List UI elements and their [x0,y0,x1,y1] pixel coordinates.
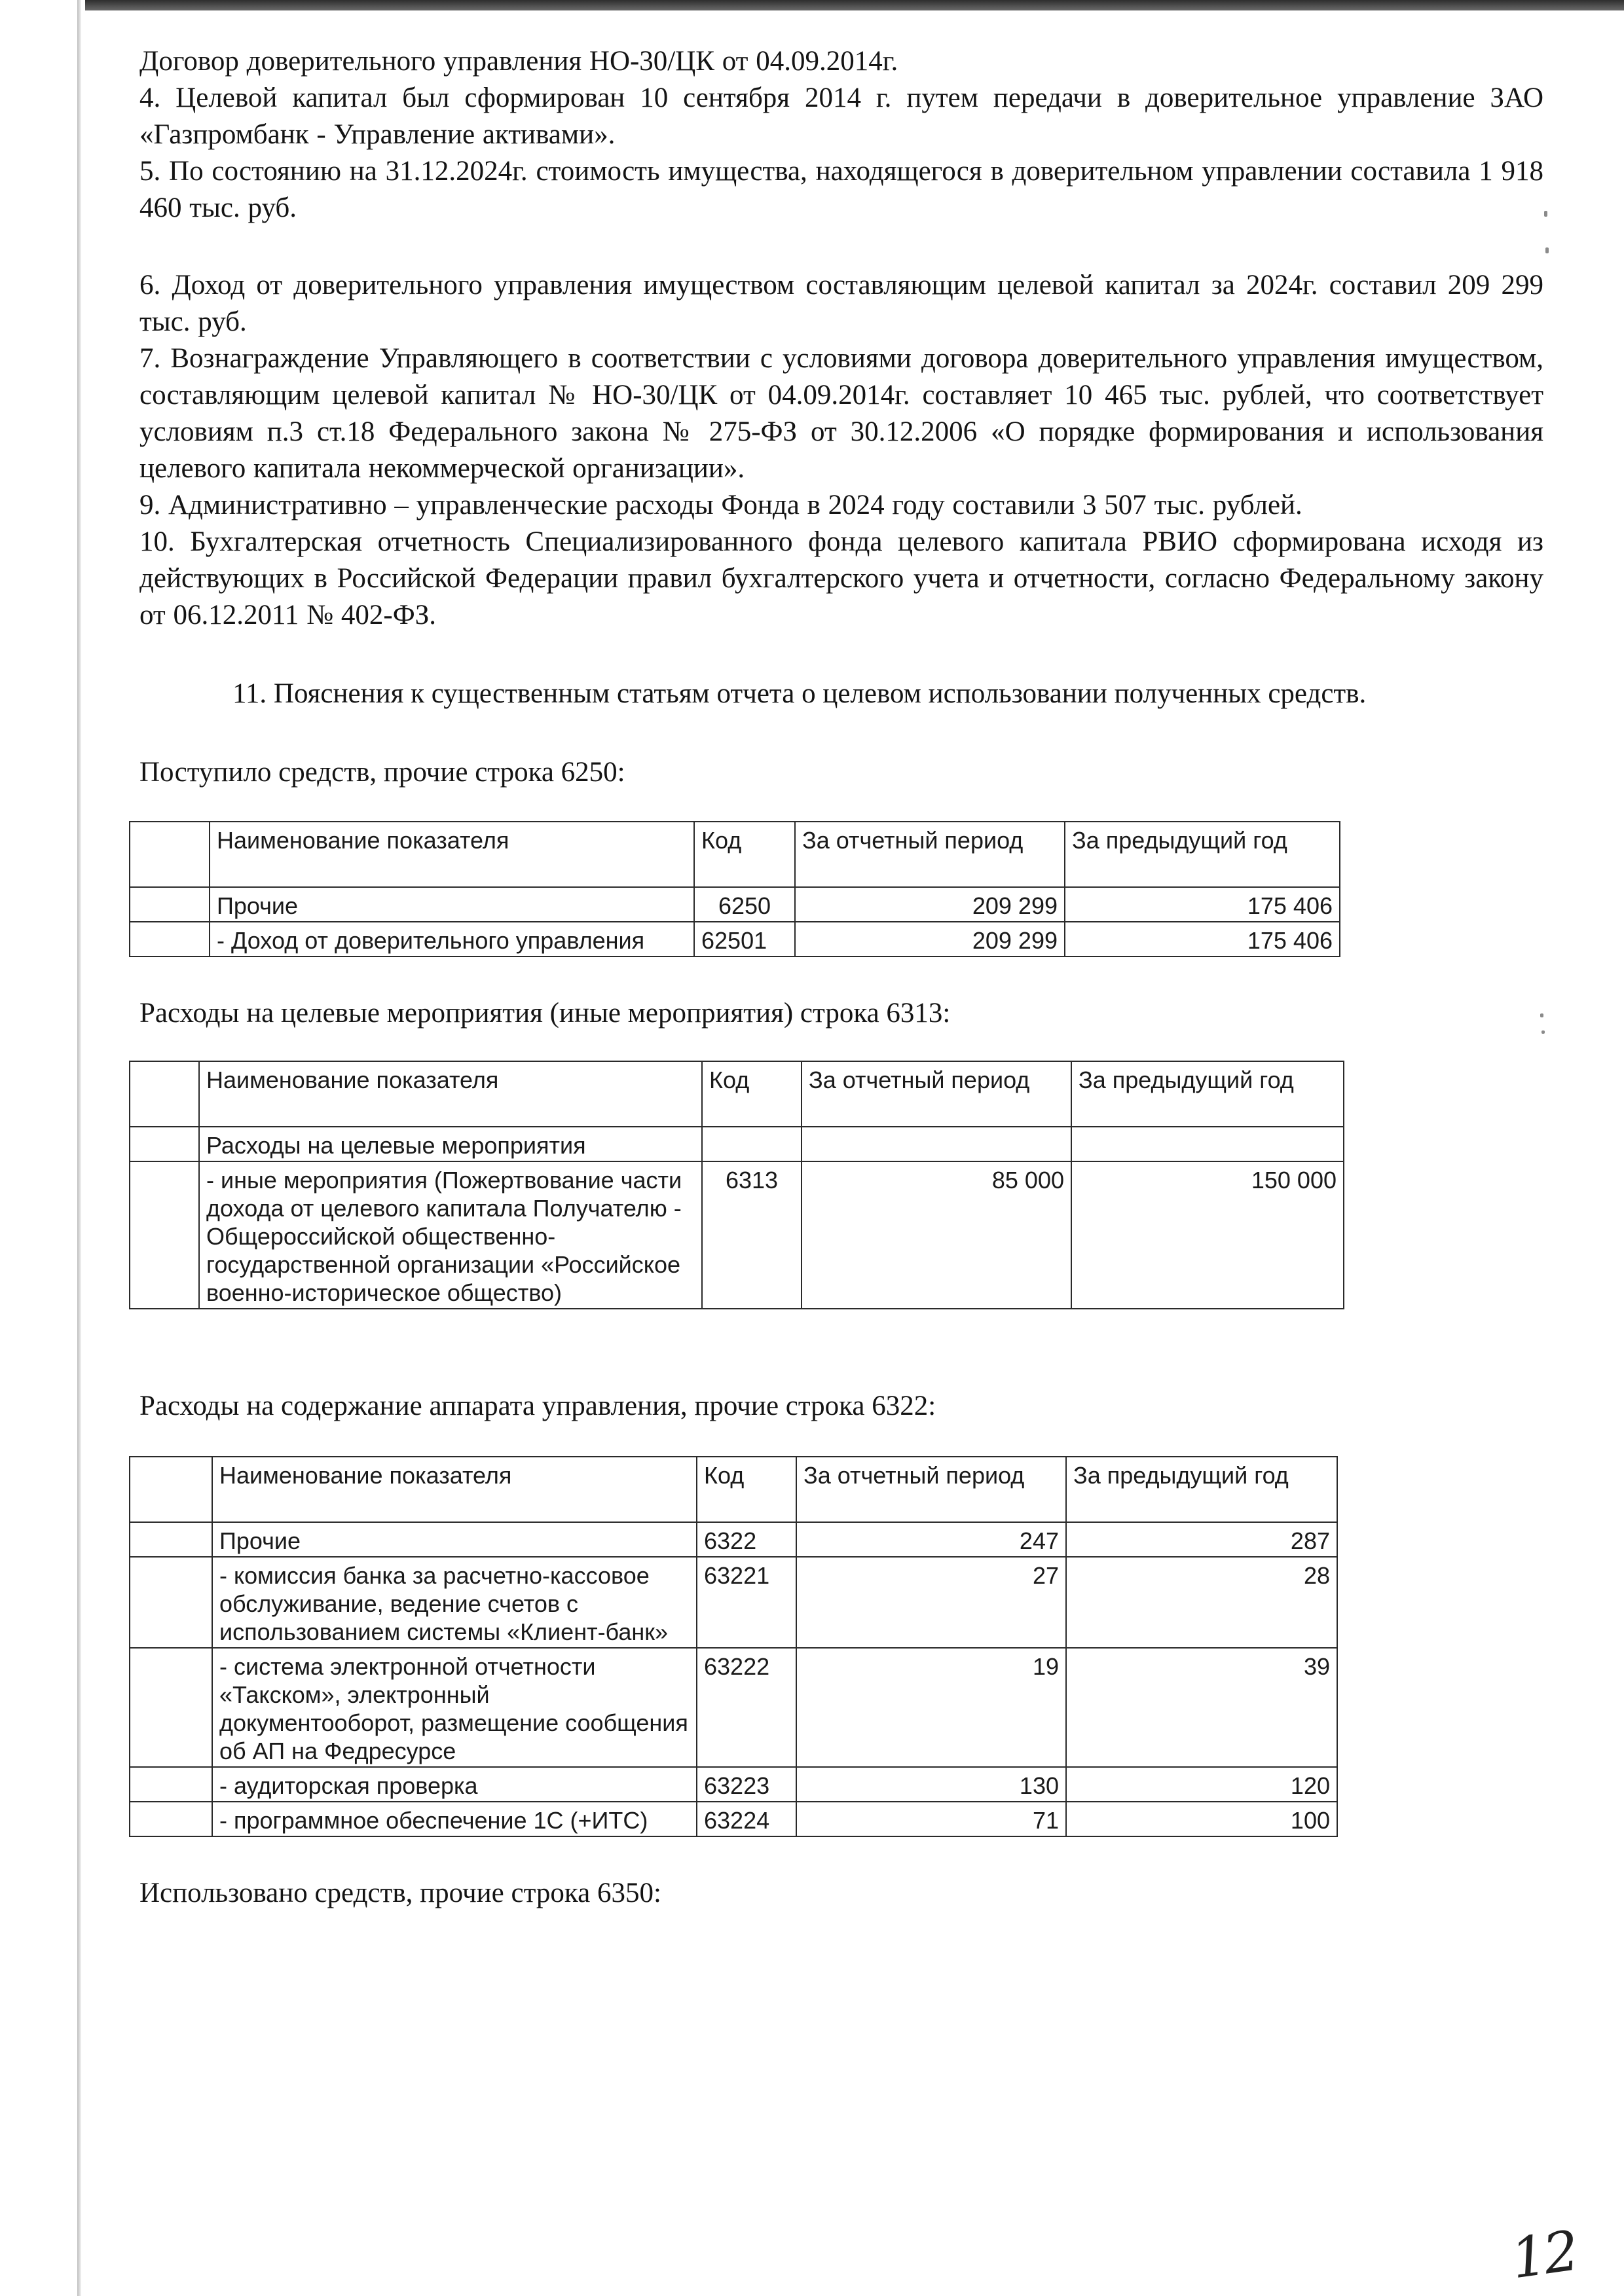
table-6313-caption: Расходы на целевые мероприятия (иные мероприятия) строка 6313: [139,998,951,1029]
blank-cell [130,1522,212,1557]
table-row [130,1802,1337,1836]
blank-cell [130,1648,212,1767]
row-current: 247 [796,1522,1066,1557]
blank-cell [130,1557,212,1648]
header-name: Наименование показателя [212,1457,697,1522]
paragraph-6: 6. Доход от доверительного управления имуществом составляющим целевой капитал за 2024г. составил 209 299 тыс. руб. [139,270,1543,337]
blank-cell [130,822,210,887]
scan-shadow-left [77,0,81,2296]
row-name: Прочие [212,1522,697,1557]
table-row [130,1127,1344,1161]
table-6322 [129,1456,1338,1837]
row-previous: 287 [1066,1522,1337,1557]
table-row [130,1557,1337,1648]
row-name: - система электронной отчетности «Такском», электронный документооборот, размещение сообщения об АП на Федресурсе [212,1648,697,1767]
header-previous: За предыдущий год [1065,822,1340,887]
row-current: 19 [796,1648,1066,1767]
paragraph-5: 5. По состоянию на 31.12.2024г. стоимость имущества, находящегося в доверительном управлении составила 1 918 460 тыс. руб. [139,156,1543,223]
row-code: 63222 [697,1648,796,1767]
row-code: 63221 [697,1557,796,1648]
spacer [139,227,1543,267]
row-previous: 100 [1066,1802,1337,1836]
row-previous: 175 406 [1065,922,1340,957]
header-code: Код [697,1457,796,1522]
row-name: - программное обеспечение 1С (+ИТС) [212,1802,697,1836]
paragraph-4: 4. Целевой капитал был сформирован 10 сентября 2014 г. путем передачи в доверительное управление ЗАО «Газпромбанк - Управление активами». [139,82,1543,150]
row-name: - комиссия банка за расчетно-кассовое обслуживание, ведение счетов с использованием системы «Клиент-банк» [212,1557,697,1648]
header-code: Код [694,822,795,887]
row-code: 6313 [702,1161,802,1309]
row-name: - аудиторская проверка [212,1767,697,1802]
header-current: За отчетный период [802,1061,1071,1127]
blank-cell [130,1061,199,1127]
handwritten-page-number: 12 [1507,2218,1581,2291]
row-previous: 28 [1066,1557,1337,1648]
table-row [130,1161,1344,1309]
row-code: 63224 [697,1802,796,1836]
paragraph-9: 9. Административно – управленческие расходы Фонда в 2024 году составили 3 507 тыс. рублей. [139,490,1302,520]
paragraph-contract: Договор доверительного управления НО-30/ЦК от 04.09.2014г. [139,46,898,77]
row-code: 62501 [694,922,795,957]
header-code: Код [702,1061,802,1127]
row-name: - иные мероприятия (Пожертвование части дохода от целевого капитала Получателю - Общероссийской общественно-государственной организации «Российское военно-историческое общество) [199,1161,702,1309]
table-row [130,1767,1337,1802]
row-code: 63223 [697,1767,796,1802]
blank-cell [130,922,210,957]
blank-cell [130,1802,212,1836]
scan-speck [1545,247,1549,253]
blank-cell [130,1161,199,1309]
table-6350-caption: Использовано средств, прочие строка 6350: [139,1878,661,1908]
row-previous: 120 [1066,1767,1337,1802]
paragraph-7: 7. Вознаграждение Управляющего в соответствии с условиями договора доверительного управления имуществом, составляющим целевой капитал № НО-30/ЦК от 04.09.2014г. составляет 10 465 тыс. рублей, что соответствует условиям п.3 ст.18 Федерального закона № 275-ФЗ от 30.12.2006 «О порядке формирования и использования целевого капитала некоммерческой организации». [139,343,1543,484]
table-row [130,1522,1337,1557]
paragraph-10: 10. Бухгалтерская отчетность Специализированного фонда целевого капитала РВИО сформирована исходя из действующих в Российской Федерации правил бухгалтерского учета и отчетности, согласно Федеральному закону от 06.12.2011 № 402-ФЗ. [139,526,1543,630]
row-current: 71 [796,1802,1066,1836]
header-previous: За предыдущий год [1071,1061,1344,1127]
header-name: Наименование показателя [199,1061,702,1127]
row-previous: 150 000 [1071,1161,1344,1309]
header-current: За отчетный период [795,822,1065,887]
table-6250-caption: Поступило средств, прочие строка 6250: [139,757,625,788]
row-current: 130 [796,1767,1066,1802]
row-current: 209 299 [795,922,1065,957]
row-previous: 39 [1066,1648,1337,1767]
table-6322-caption: Расходы на содержание аппарата управления, прочие строка 6322: [139,1391,936,1421]
table-header-row [130,1061,1344,1127]
table-row [130,922,1340,957]
table-header-row [130,1457,1337,1522]
row-code: 6250 [694,887,795,922]
row-current [802,1127,1071,1161]
row-code [702,1127,802,1161]
row-current: 85 000 [802,1161,1071,1309]
row-name: Расходы на целевые мероприятия [199,1127,702,1161]
row-current: 27 [796,1557,1066,1648]
row-code: 6322 [697,1522,796,1557]
table-row [130,887,1340,922]
header-previous: За предыдущий год [1066,1457,1337,1522]
row-name: Прочие [210,887,694,922]
table-6250 [129,821,1340,957]
blank-cell [130,887,210,922]
scan-speck [1544,211,1547,217]
blank-cell [130,1127,199,1161]
header-current: За отчетный период [796,1457,1066,1522]
header-name: Наименование показателя [210,822,694,887]
blank-cell [130,1457,212,1522]
blank-cell [130,1767,212,1802]
document-page [139,43,1543,1912]
section-11-heading: 11. Пояснения к существенным статьям отчета о целевом использовании полученных средств. [232,678,1367,709]
row-previous [1071,1127,1344,1161]
table-header-row [130,822,1340,887]
table-row [130,1648,1337,1767]
table-6313 [129,1061,1344,1309]
row-name: - Доход от доверительного управления [210,922,694,957]
row-previous: 175 406 [1065,887,1340,922]
row-current: 209 299 [795,887,1065,922]
scan-shadow-top [85,0,1624,10]
